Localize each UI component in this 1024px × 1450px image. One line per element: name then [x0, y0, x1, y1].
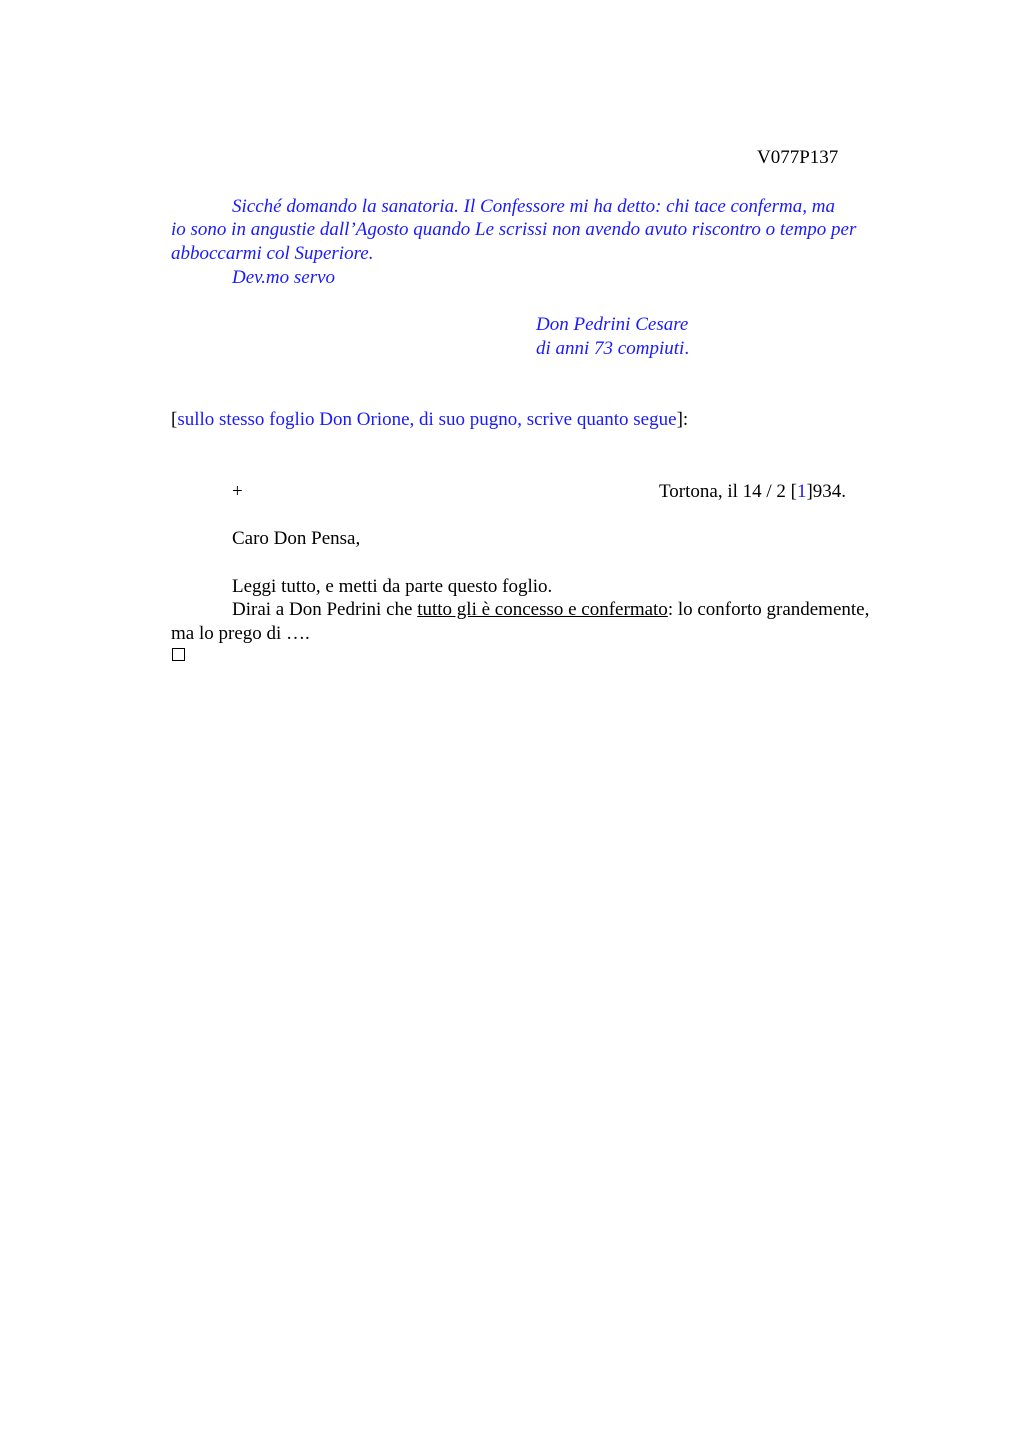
pedrini-closing: Dev.mo servo — [232, 267, 336, 288]
date-prefix: Tortona, il 14 / 2 [ — [659, 481, 797, 502]
editorial-note — [171, 408, 688, 432]
pedrini-signature-name: Don Pedrini Cesare — [536, 314, 689, 335]
square-placeholder-icon — [172, 648, 185, 661]
date-inserted-digit: 1 — [796, 481, 807, 502]
date-suffix: ]934. — [806, 481, 847, 502]
editorial-note-text: sullo stesso foglio Don Orione, di suo pugno, scrive quanto segue — [177, 409, 677, 430]
page-code: V077P137 — [757, 147, 839, 168]
orione-body-line — [232, 598, 869, 622]
orione-body-line: Leggi tutto, e metti da parte questo foglio. — [232, 576, 553, 597]
cross-symbol: + — [232, 481, 243, 502]
pedrini-signature-age-line — [536, 337, 689, 361]
body-line2-end: : lo conforto grandemente, — [667, 599, 870, 620]
editorial-close-bracket: ]: — [676, 409, 689, 430]
pedrini-paragraph-line: io sono in angustie dall’Agosto quando Le scrissi non avendo avuto riscontro o tempo per — [171, 219, 857, 240]
body-line2-start: Dirai a Don Pedrini che — [232, 599, 418, 620]
letter-date — [659, 480, 846, 504]
pedrini-paragraph-line: abboccarmi col Superiore. — [171, 243, 374, 264]
pedrini-signature-age: di anni 73 compiuti — [536, 338, 685, 359]
pedrini-paragraph-line: Sicché domando la sanatoria. Il Confessore mi ha detto: chi tace conferma, ma — [232, 196, 835, 217]
pedrini-signature-age-period: . — [684, 338, 690, 359]
salutation: Caro Don Pensa, — [232, 528, 361, 549]
underlined-phrase: tutto gli è concesso e confermato — [417, 599, 668, 620]
editorial-open-bracket: [ — [171, 409, 178, 430]
orione-body-line: ma lo prego di …. — [171, 623, 310, 644]
